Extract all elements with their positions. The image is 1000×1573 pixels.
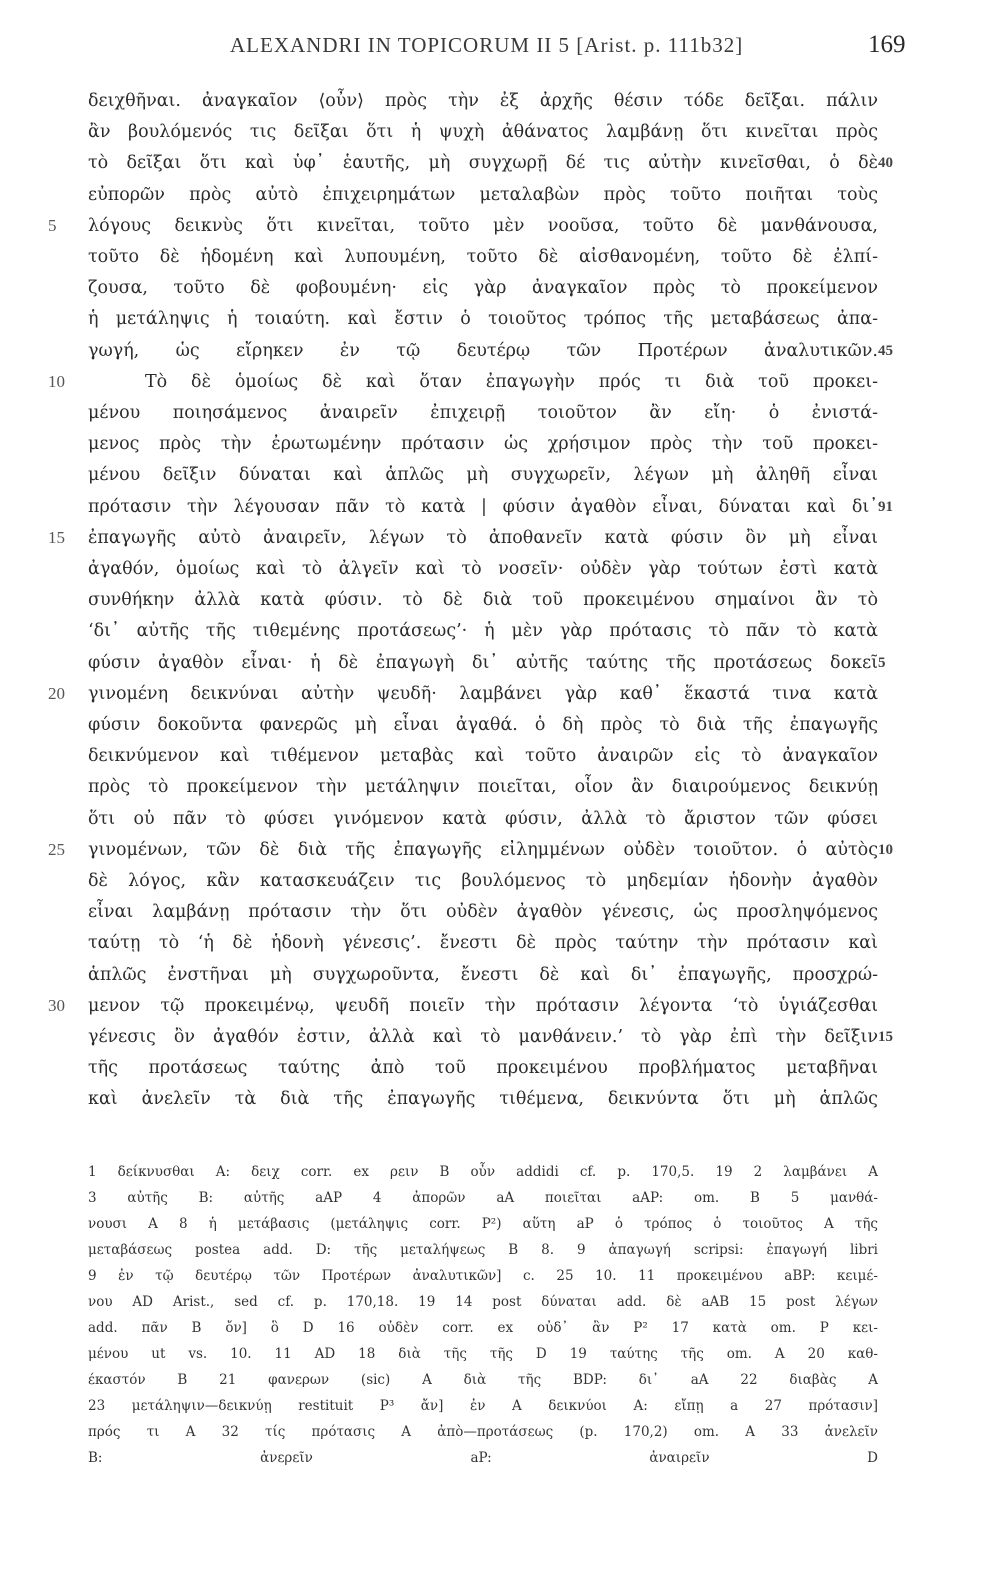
reference-number: 91 xyxy=(878,498,893,515)
footnote-line: πρός τι A 32 τίς πρότασις A ἀπὸ—προτάσεως (p. 170,2) om. A 33 ἀνελεῖν xyxy=(88,1424,878,1440)
page-number: 169 xyxy=(868,31,906,58)
text-line: φύσιν δοκοῦντα φανερῶς μὴ εἶναι ἀγαθά. ὁ δὴ πρὸς τὸ διὰ τῆς ἐπαγωγῆς xyxy=(88,715,878,735)
text-line: δὲ λόγος, κἂν κατασκευάζειν τις βουλόμενος τὸ μηδεμίαν ἡδονὴν ἀγαθὸν xyxy=(88,871,878,891)
footnote-line: 3 αὐτῆς B: αὐτῆς aAP 4 ἀπορῶν aA ποιεῖται aAP: om. B 5 μανθά- xyxy=(88,1190,878,1206)
line-number: 20 xyxy=(48,683,65,703)
text-line: ‘δι᾽ αὐτῆς τῆς τιθεμένης προτάσεως’· ἡ μὲν γὰρ πρότασις τὸ πᾶν τὸ κατὰ xyxy=(88,621,878,642)
text-line: εὐπορῶν πρὸς αὐτὸ ἐπιχειρημάτων μεταλαβὼν πρὸς τοῦτο ποιῆται τοὺς xyxy=(88,184,878,205)
text-line: γένεσις ὂν ἀγαθόν ἐστιν, ἀλλὰ καὶ τὸ μανθάνειν.’ τὸ γὰρ ἐπὶ τὴν δεῖξιν xyxy=(88,1027,878,1047)
text-line: καὶ ἀνελεῖν τὰ διὰ τῆς ἐπαγωγῆς τιθέμενα, δεικνύντα ὅτι μὴ ἁπλῶς xyxy=(88,1089,878,1110)
footnote-line: 23 μετάληψιν—δεικνύῃ restituit P³ ἄν] ἐν A δεικνύοι A: εἴπῃ a 27 πρότασιν] xyxy=(88,1398,878,1414)
text-line: Τὸ δὲ ὁμοίως δὲ καὶ ὅταν ἐπαγωγὴν πρός τι διὰ τοῦ προκει- xyxy=(145,371,878,392)
text-line: πρότασιν τὴν λέγουσαν πᾶν τὸ κατὰ | φύσιν ἀγαθὸν εἶναι, δύναται καὶ δι᾽ xyxy=(88,496,878,517)
text-line: δειχθῆναι. ἀναγκαῖον ⟨οὖν⟩ πρὸς τὴν ἐξ ἀρχῆς θέσιν τόδε δεῖξαι. πάλιν xyxy=(88,91,878,111)
text-line: εἶναι λαμβάνῃ πρότασιν τὴν ὅτι οὐδὲν ἀγαθὸν γένεσις, ὡς προσληψόμενος xyxy=(88,902,878,923)
footnote-line: έκαστόν B 21 φανερων (sic) A διὰ τῆς BDP: δι᾽ aA 22 διαβὰς A xyxy=(88,1372,878,1388)
text-line: ἂν βουλόμενός τις δεῖξαι ὅτι ἡ ψυχὴ ἀθάνατος λαμβάνῃ ὅτι κινεῖται πρὸς xyxy=(88,122,878,143)
line-number: 30 xyxy=(48,995,65,1015)
text-line: τοῦτο δὲ ἡδομένη καὶ λυπουμένη, τοῦτο δὲ αἰσθανομένη, τοῦτο δὲ ἐλπί- xyxy=(88,247,878,267)
text-line: γωγή, ὡς εἴρηκεν ἐν τῷ δευτέρῳ τῶν Προτέρων ἀναλυτικῶν. xyxy=(88,340,878,361)
text-line: λόγους δεικνὺς ὅτι κινεῖται, τοῦτο μὲν νοοῦσα, τοῦτο δὲ μανθάνουσα, xyxy=(88,215,878,236)
text-line: συνθήκην ἀλλὰ κατὰ φύσιν. τὸ δὲ διὰ τοῦ προκειμένου σημαίνοι ἂν τὸ xyxy=(88,590,878,611)
running-title: ALEXANDRI IN TOPICORUM II 5 [Arist. p. 111b32] xyxy=(230,33,744,57)
line-number: 15 xyxy=(48,527,65,547)
footnote-line: add. πᾶν B ὄν] ὃ D 16 οὐδὲν corr. ex οὐδ᾽ ἂν P² 17 κατὰ om. P κει- xyxy=(88,1320,878,1336)
footnote-line: μεταβάσεως postea add. D: τῆς μεταλήψεως B 8. 9 ἀπαγωγή scripsi: ἐπαγωγή libri xyxy=(88,1242,878,1258)
text-line: ἀγαθόν, ὁμοίως καὶ τὸ ἀλγεῖν καὶ τὸ νοσεῖν· οὐδὲν γὰρ τούτων ἐστὶ κατὰ xyxy=(88,559,878,579)
footnote-line: 9 ἐν τῷ δευτέρῳ τῶν Προτέρων ἀναλυτικῶν] c. 25 10. 11 προκειμένου aBP: κειμέ- xyxy=(88,1268,878,1284)
text-line: δεικνύμενον καὶ τιθέμενον μεταβὰς καὶ τοῦτο ἀναιρῶν εἰς τὸ ἀναγκαῖον xyxy=(88,746,878,767)
footnote-line: μένου ut vs. 10. 11 AD 18 διὰ τῆς τῆς D 19 ταύτης τῆς om. A 20 καθ- xyxy=(88,1346,878,1362)
text-line: μενον τῷ προκειμένῳ, ψευδῆ ποιεῖν τὴν πρότασιν λέγοντα ‘τὸ ὑγιάζεσθαι xyxy=(88,995,878,1016)
text-line: γινομένη δεικνύναι αὐτὴν ψευδῆ· λαμβάνει γὰρ καθ᾽ ἕκαστά τινα κατὰ xyxy=(88,683,878,704)
footnote-line: νου AD Arist., sed cf. p. 170,18. 19 14 post δύναται add. δὲ aAB 15 post λέγων xyxy=(88,1294,878,1310)
text-line: ἡ μετάληψις ἡ τοιαύτη. καὶ ἔστιν ὁ τοιοῦτος τρόπος τῆς μεταβάσεως ἀπα- xyxy=(88,309,878,330)
text-line: μένου ποιησάμενος ἀναιρεῖν ἐπιχειρῇ τοιοῦτον ἂν εἴη· ὁ ἐνιστά- xyxy=(88,403,878,423)
text-line: ζουσα, τοῦτο δὲ φοβουμένη· εἰς γὰρ ἀναγκαῖον πρὸς τὸ προκείμενον xyxy=(88,278,878,299)
text-line: τὸ δεῖξαι ὅτι καὶ ὑφ᾽ ἑαυτῆς, μὴ συγχωρῇ δέ τις αὐτὴν κινεῖσθαι, ὁ δὲ xyxy=(88,153,878,174)
footnote-line: B: ἀνερεῖν aP: ἀναιρεῖν D xyxy=(88,1450,878,1466)
reference-number: 15 xyxy=(878,1029,893,1045)
text-line: φύσιν ἀγαθὸν εἶναι· ἡ δὲ ἐπαγωγὴ δι᾽ αὐτῆς ταύτης τῆς προτάσεως δοκεῖ xyxy=(88,652,878,673)
running-header xyxy=(0,0,1000,80)
text-line: γινομένων, τῶν δὲ διὰ τῆς ἐπαγωγῆς εἰλημμένων οὐδὲν τοιοῦτον. ὁ αὐτὸς xyxy=(88,839,878,860)
text-line: ὅτι οὐ πᾶν τὸ φύσει γινόμενον κατὰ φύσιν, ἀλλὰ τὸ ἄριστον τῶν φύσει xyxy=(88,808,878,829)
line-number: 5 xyxy=(48,215,57,235)
reference-number: 40 xyxy=(878,155,893,172)
text-line: μενος πρὸς τὴν ἐρωτωμένην πρότασιν ὡς χρήσιμον πρὸς τὴν τοῦ προκει- xyxy=(88,434,878,455)
line-number: 25 xyxy=(48,839,65,859)
text-line: μένου δεῖξιν δύναται καὶ ἁπλῶς μὴ συγχωρεῖν, λέγων μὴ ἀληθῆ εἶναι xyxy=(88,465,878,486)
text-line: ἁπλῶς ἐνστῆναι μὴ συγχωροῦντα, ἔνεστι δὲ καὶ δι᾽ ἐπαγωγῆς, προσχρώ- xyxy=(88,964,878,985)
text-line: τῆς προτάσεως ταύτης ἀπὸ τοῦ προκειμένου προβλήματος μεταβῆναι xyxy=(88,1058,878,1079)
text-line: ταύτῃ τὸ ‘ἡ δὲ ἡδονὴ γένεσις’. ἔνεστι δὲ πρὸς ταύτην τὴν πρότασιν καὶ xyxy=(88,933,878,954)
footnote-line: νουσι A 8 ἡ μετάβασις (μετάληψις corr. P²) αὕτη aP ὁ τρόπος ὁ τοιοῦτος A τῆς xyxy=(88,1216,878,1232)
text-line: πρὸς τὸ προκείμενον τὴν μετάληψιν ποιεῖται, οἷον ἂν διαιρούμενος δεικνύῃ xyxy=(88,777,878,798)
line-number: 10 xyxy=(48,371,65,391)
reference-number: 45 xyxy=(878,342,893,359)
reference-number: 5 xyxy=(878,654,886,671)
reference-number: 10 xyxy=(878,841,893,858)
text-line: ἐπαγωγῆς αὐτὸ ἀναιρεῖν, λέγων τὸ ἀποθανεῖν κατὰ φύσιν ὂν μὴ εἶναι xyxy=(88,527,878,548)
footnote-line: 1 δείκνυσθαι A: δειχ corr. ex ρειν B οὖν addidi cf. p. 170,5. 19 2 λαμβάνει A xyxy=(88,1164,878,1180)
